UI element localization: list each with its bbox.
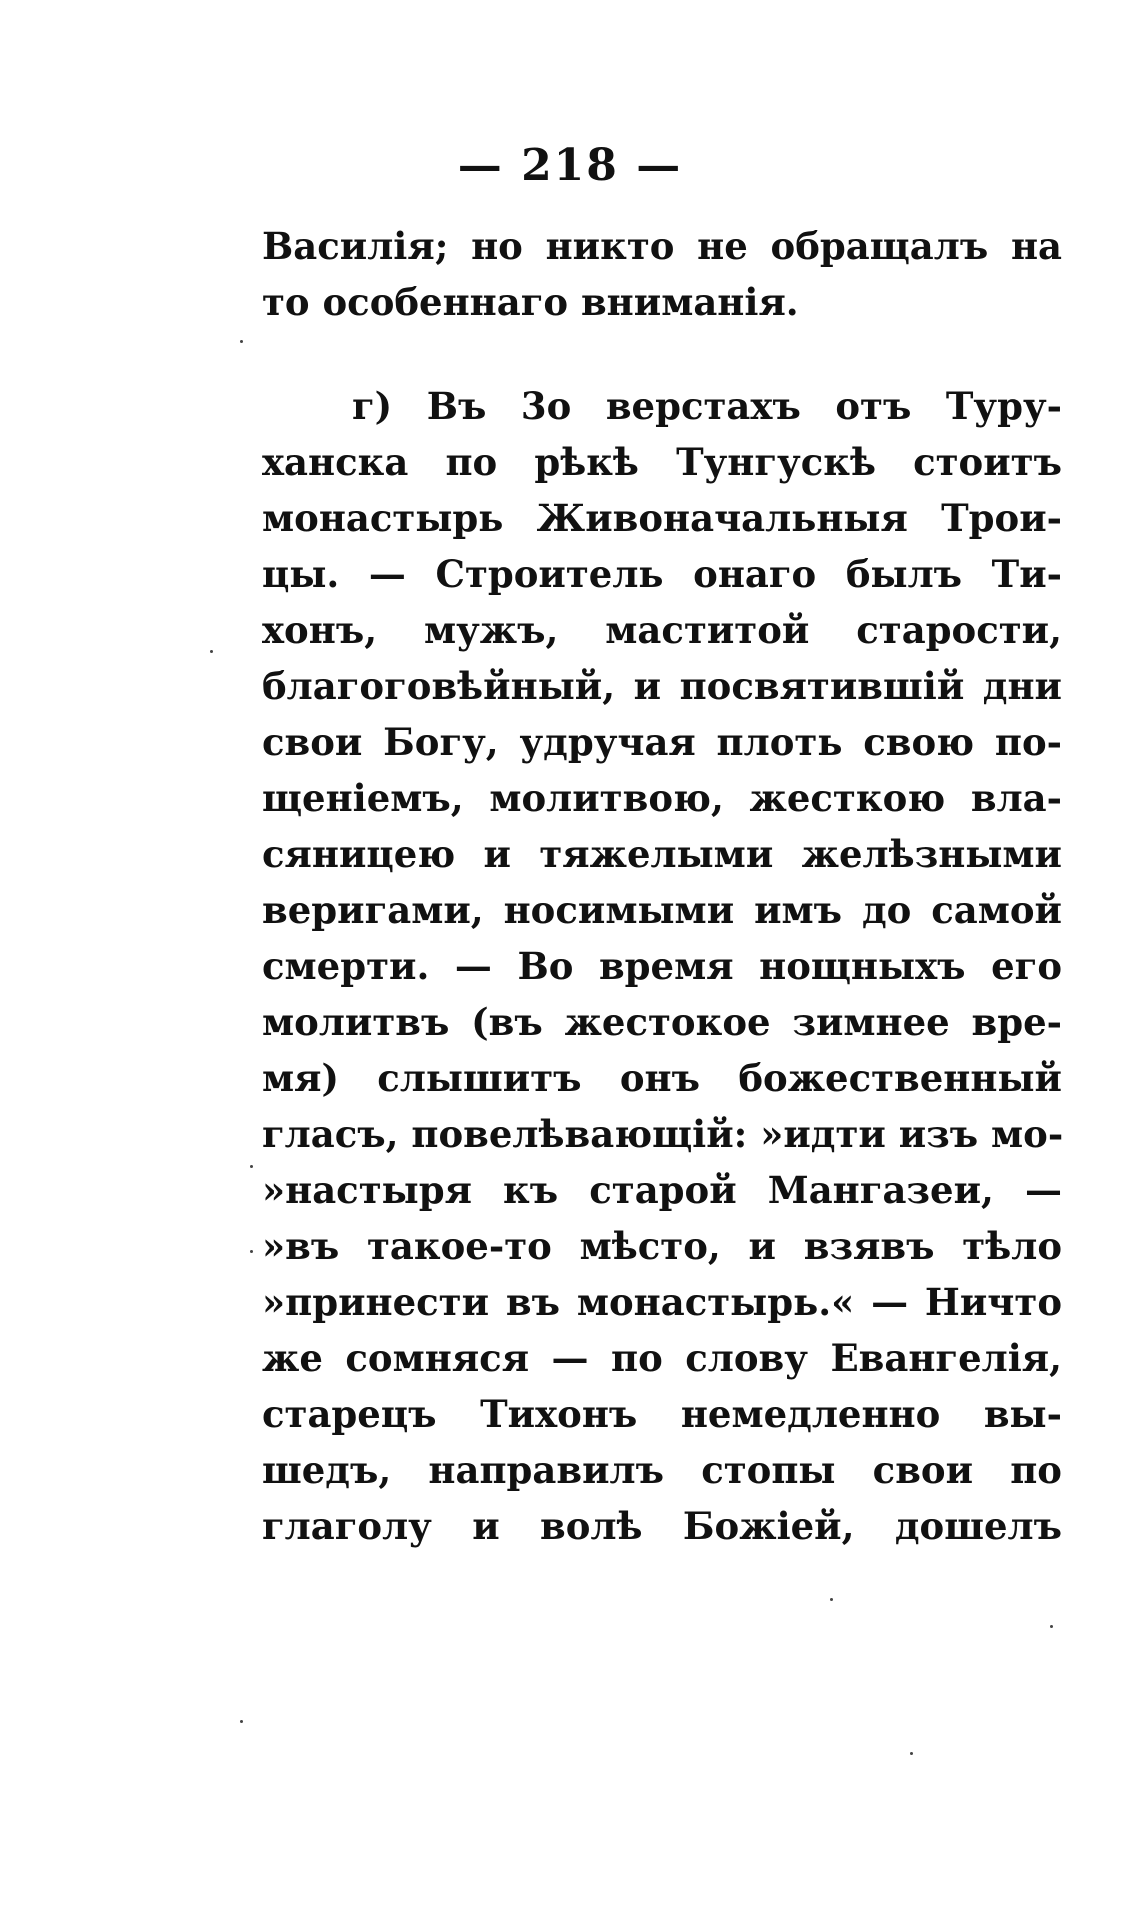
text-line: Василія; но никто не обращалъ на [262,224,1062,268]
text-line: сяницею и тяжелыми желѣзными [262,832,1062,876]
text-line: же сомняся — по слову Евангелія, [262,1336,1062,1380]
text-line: монастырь Живоначальныя Трои- [262,496,1062,540]
text-line: шедъ, направилъ стопы свои по [262,1448,1062,1492]
text-line: хонъ, мужъ, маститой старости, [262,608,1062,652]
print-speck [250,1165,253,1168]
print-speck [250,1250,253,1253]
text-line: »принести въ монастырь.« — Ничто [262,1280,1062,1324]
text-line: свои Богу, удручая плоть свою по- [262,720,1062,764]
print-speck [240,1720,243,1723]
paragraph-g [262,378,1062,1554]
print-speck [240,340,243,343]
text-line: мя) слышитъ онъ божественный [262,1056,1062,1100]
text-line: щеніемъ, молитвою, жесткою вла- [262,776,1062,820]
text-line: старецъ Тихонъ немедленно вы- [262,1392,1062,1436]
text-line: »въ такое-то мѣсто, и взявъ тѣло [262,1224,1062,1268]
text-line: цы. — Строитель онаго былъ Ти- [262,552,1062,596]
text-line: благоговѣйный, и посвятившій дни [262,664,1062,708]
text-line: ханска по рѣкѣ Тунгускѣ стоитъ [262,440,1062,484]
print-speck [910,1752,913,1755]
text-line: глаголу и волѣ Божіей, дошелъ [262,1504,1062,1548]
text-line: веригами, носимыми имъ до самой [262,888,1062,932]
print-speck [210,650,213,653]
print-speck [830,1598,833,1601]
text-line: смерти. — Во время нощныхъ его [262,944,1062,988]
print-speck [1050,1625,1053,1628]
text-line: гласъ, повелѣвающій: »идти изъ мо- [262,1112,1064,1156]
text-line: »настыря къ старой Мангазеи, — [262,1168,1062,1212]
text-line: то особеннаго вниманія. [262,280,799,324]
text-line: молитвъ (въ жестокое зимнее вре- [262,1000,1062,1044]
page-number: — 218 — [457,140,683,191]
text-line: г) Въ 3о верстахъ отъ Туру- [352,384,1062,428]
paragraph-continuation [262,218,1062,330]
